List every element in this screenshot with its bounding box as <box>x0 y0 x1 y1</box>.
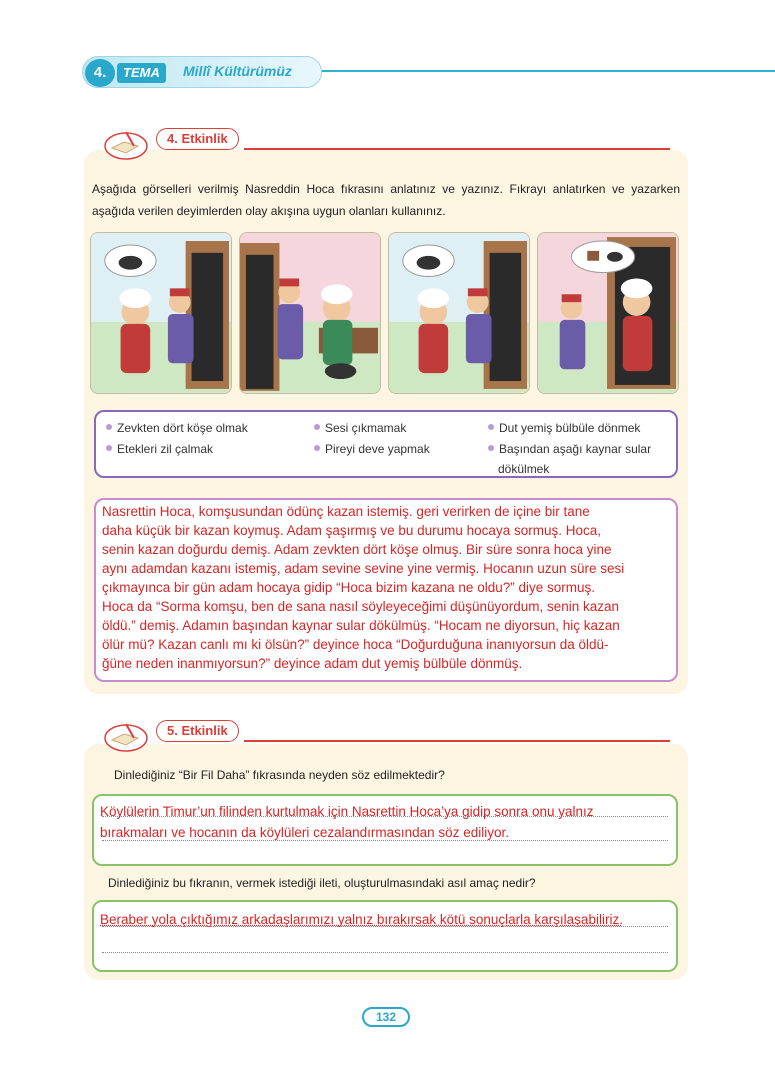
answer-line: senin kazan doğurdu demiş. Adam zevkten dört köşe olmuş. Bir süre sonra hoca yine <box>102 542 612 557</box>
answer-line: bırakmaları ve hocanın da köylüleri cezalandırmasından söz ediliyor. <box>100 825 509 840</box>
page-number: 132 <box>362 1007 410 1027</box>
bullet-icon <box>488 424 494 430</box>
comic-frame-2 <box>239 232 381 394</box>
idiom-item: Etekleri zil çalmak <box>106 442 213 456</box>
question-2: Dinlediğiniz bu fıkranın, vermek istediği ileti, oluşturulmasındaki asıl amaç nedir? <box>108 876 536 890</box>
answer-line: Köylülerin Timur’un filinden kurtulmak için Nasrettin Hoca’ya gidip sonra onu yalnız <box>100 804 594 819</box>
activity-4-rule <box>244 148 670 150</box>
answer-line: Hoca da “Sorma komşu, ben de sana nasıl söyleyeceğimi düşünüyordum, senin kazan <box>102 599 620 614</box>
header-rule <box>282 70 775 72</box>
activity-5-label: 5. Etkinlik <box>156 720 239 742</box>
comic-strip <box>90 232 680 394</box>
question-1: Dinlediğiniz “Bir Fil Daha” fıkrasında neyden söz edilmektedir? <box>114 768 445 782</box>
bullet-icon <box>106 424 112 430</box>
answer-box-1[interactable] <box>92 794 678 866</box>
idiom-box <box>94 410 678 478</box>
book-pencil-icon <box>104 716 150 752</box>
theme-tag: TEMA <box>117 63 166 83</box>
activity-4-answer-box[interactable] <box>94 498 678 682</box>
answer-line: Nasrettin Hoca, komşusundan ödünç kazan istemiş. geri verirken de içine bir tane <box>102 504 590 519</box>
bullet-icon <box>488 445 494 451</box>
answer-line: aynı adamdan kazanı istemiş, adam sevine sevine yine vermiş. Hocanın uzun süre sesi <box>102 561 625 576</box>
answer-line: daha küçük bir kazan koymuş. Adam şaşırmış ve bu durumu hocaya sormuş. Hoca, <box>102 523 601 538</box>
answer-dotted-line <box>102 952 668 953</box>
theme-number: 4. <box>85 59 115 87</box>
activity-4-heading <box>104 124 670 154</box>
answer-box-2[interactable] <box>92 900 678 972</box>
theme-title: Millî Kültürümüz <box>183 63 292 79</box>
activity-4-instruction: Aşağıda görselleri verilmiş Nasreddin Hoca fıkrasını anlatınız ve yazınız. Fıkrayı anlatırken ve yazarken aşağıda verilen deyimlerden olay akışına uygun olanları kullanınız. <box>92 182 680 218</box>
book-pencil-icon <box>104 124 150 160</box>
activity-4-label: 4. Etkinlik <box>156 128 239 150</box>
answer-line: ğüne neden inanmıyorsun?” deyince adam dut yemiş bülbüle dönmüş. <box>102 656 523 671</box>
idiom-item: Dut yemiş bülbüle dönmek <box>488 421 640 435</box>
idiom-item: Pireyi deve yapmak <box>314 442 430 456</box>
activity-5-rule <box>244 740 670 742</box>
idiom-item: Zevkten dört köşe olmak <box>106 421 248 435</box>
comic-frame-1 <box>90 232 232 394</box>
comic-frame-4 <box>537 232 679 394</box>
answer-line: çıkmayınca bir gün adam hocaya gidip “Hoca bizim kazana ne oldu?” diye sormuş. <box>102 580 595 595</box>
theme-pill <box>82 56 322 88</box>
bullet-icon <box>314 445 320 451</box>
comic-frame-3 <box>388 232 530 394</box>
answer-line: öldü.” demiş. Adamın başından kaynar sular dökülmüş. “Hocam ne diyorsun, hiç kazan <box>102 618 620 633</box>
activity-5-heading <box>104 716 670 746</box>
theme-header <box>82 56 775 90</box>
answer-line: Beraber yola çıktığımız arkadaşlarımızı yalnız bırakırsak kötü sonuçlarla karşılaşabiliriz. <box>100 912 623 927</box>
idiom-item: Başından aşağı kaynar sular <box>488 442 651 456</box>
bullet-icon <box>106 445 112 451</box>
answer-line: ölür mü? Kazan canlı mı ki ölsün?” deyince hoca “Doğurduğuna inanıyorsun da öldü- <box>102 637 609 652</box>
idiom-item-continued: dökülmek <box>498 462 550 476</box>
idiom-item: Sesi çıkmamak <box>314 421 406 435</box>
bullet-icon <box>314 424 320 430</box>
